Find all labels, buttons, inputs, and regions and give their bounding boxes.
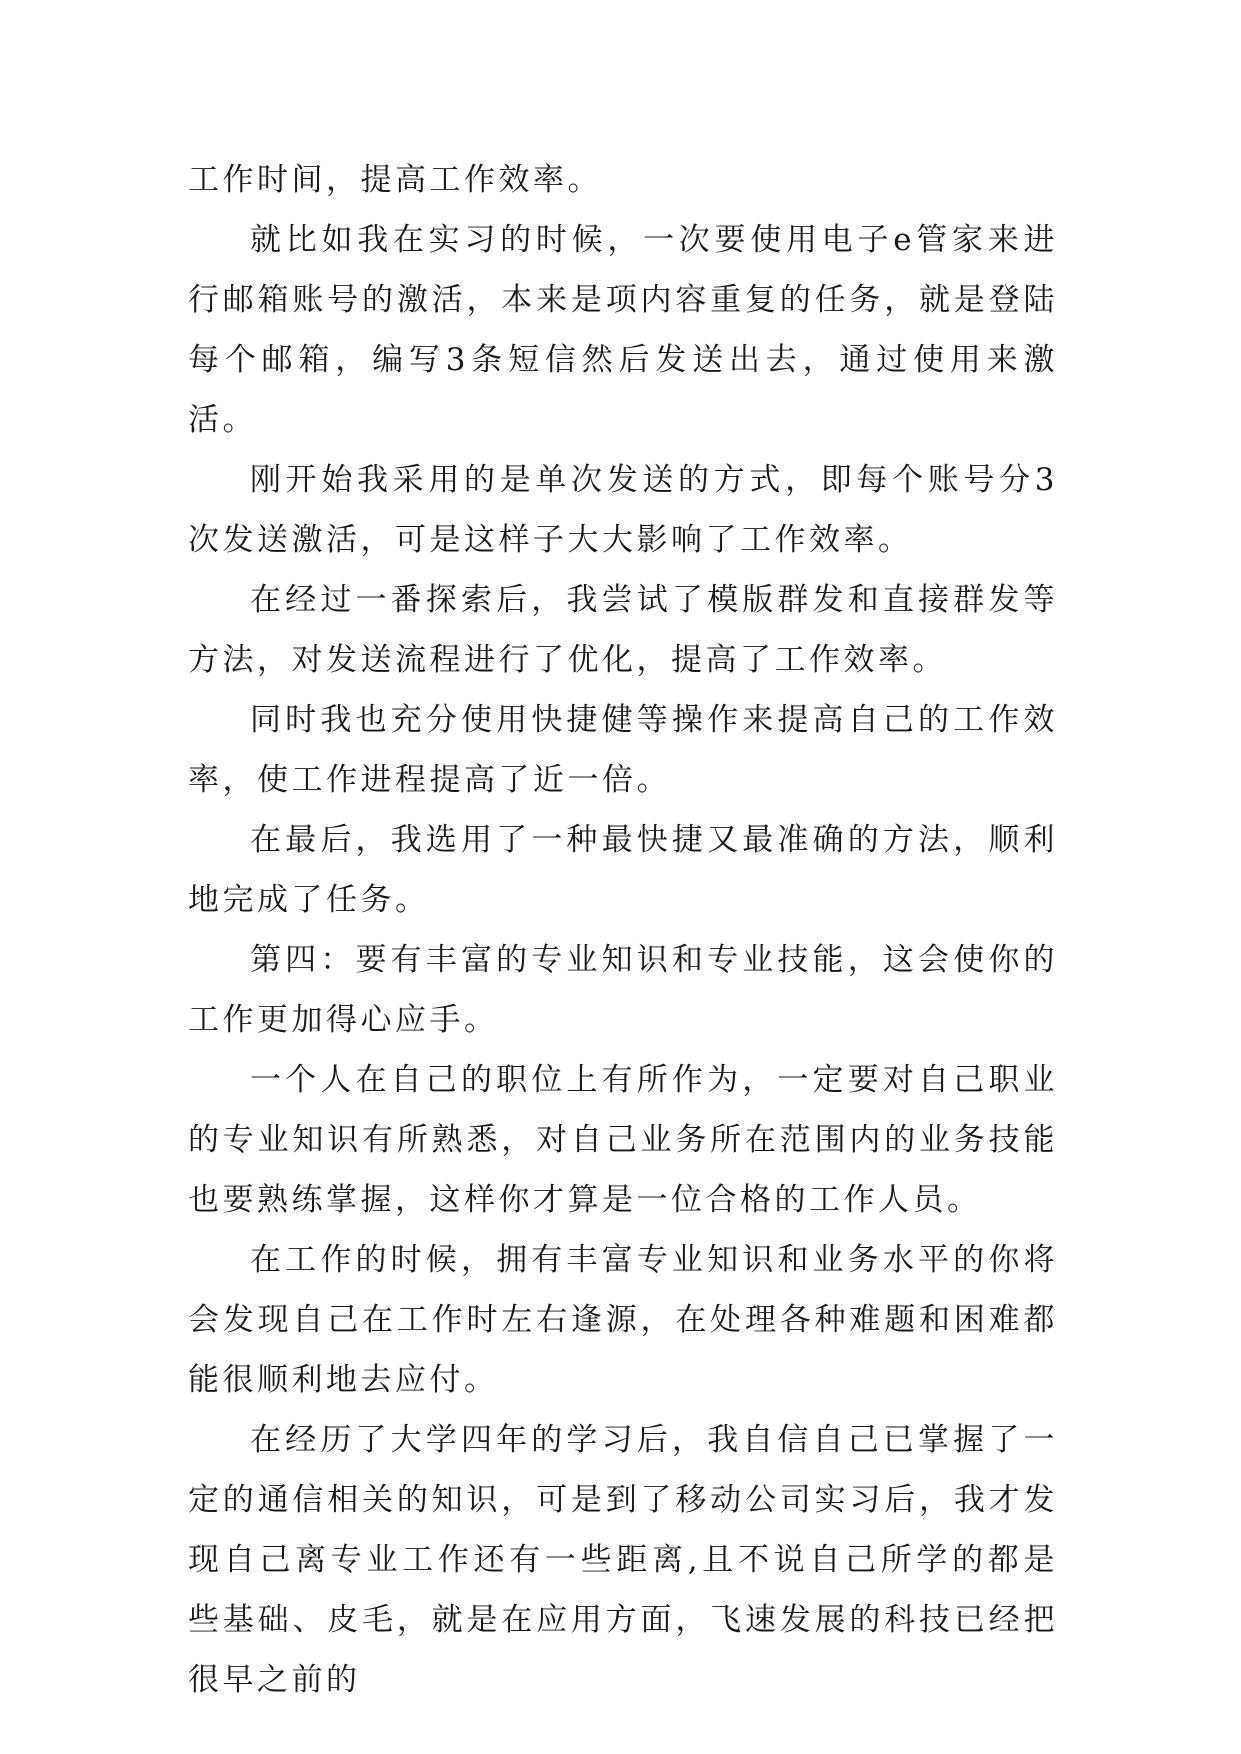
paragraph-6: 在最后，我选用了一种最快捷又最准确的方法，顺利地完成了任务。 <box>188 822 1058 918</box>
paragraph-8: 一个人在自己的职位上有所作为，一定要对自己职业的专业知识有所熟悉，对自己业务所在范围内的业务技能也要熟练掌握，这样你才算是一位合格的工作人员。 <box>188 1062 1058 1218</box>
paragraph-3: 刚开始我采用的是单次发送的方式，即每个账号分3次发送激活，可是这样子大大影响了工作效率。 <box>188 462 1058 558</box>
paragraph-4: 在经过一番探索后，我尝试了模版群发和直接群发等方法，对发送流程进行了优化，提高了工作效率。 <box>188 582 1058 678</box>
paragraph-10: 在经历了大学四年的学习后，我自信自己已掌握了一定的通信相关的知识，可是到了移动公司实习后，我才发现自己离专业工作还有一些距离,且不说自己所学的都是些基础、皮毛，就是在应用方面，飞速发展的科技已经把很早之前的 <box>188 1422 1058 1698</box>
paragraph-7: 第四：要有丰富的专业知识和专业技能，这会使你的工作更加得心应手。 <box>188 942 1058 1038</box>
document-body <box>188 150 1058 1710</box>
paragraph-9: 在工作的时候，拥有丰富专业知识和业务水平的你将会发现自己在工作时左右逢源，在处理各种难题和困难都能很顺利地去应付。 <box>188 1242 1058 1398</box>
paragraph-1: 工作时间，提高工作效率。 <box>188 162 602 198</box>
paragraph-5: 同时我也充分使用快捷健等操作来提高自己的工作效率，使工作进程提高了近一倍。 <box>188 702 1058 798</box>
paragraph-2: 就比如我在实习的时候，一次要使用电子e管家来进行邮箱账号的激活，本来是项内容重复的任务，就是登陆每个邮箱，编写3条短信然后发送出去，通过使用来激活。 <box>188 222 1058 438</box>
